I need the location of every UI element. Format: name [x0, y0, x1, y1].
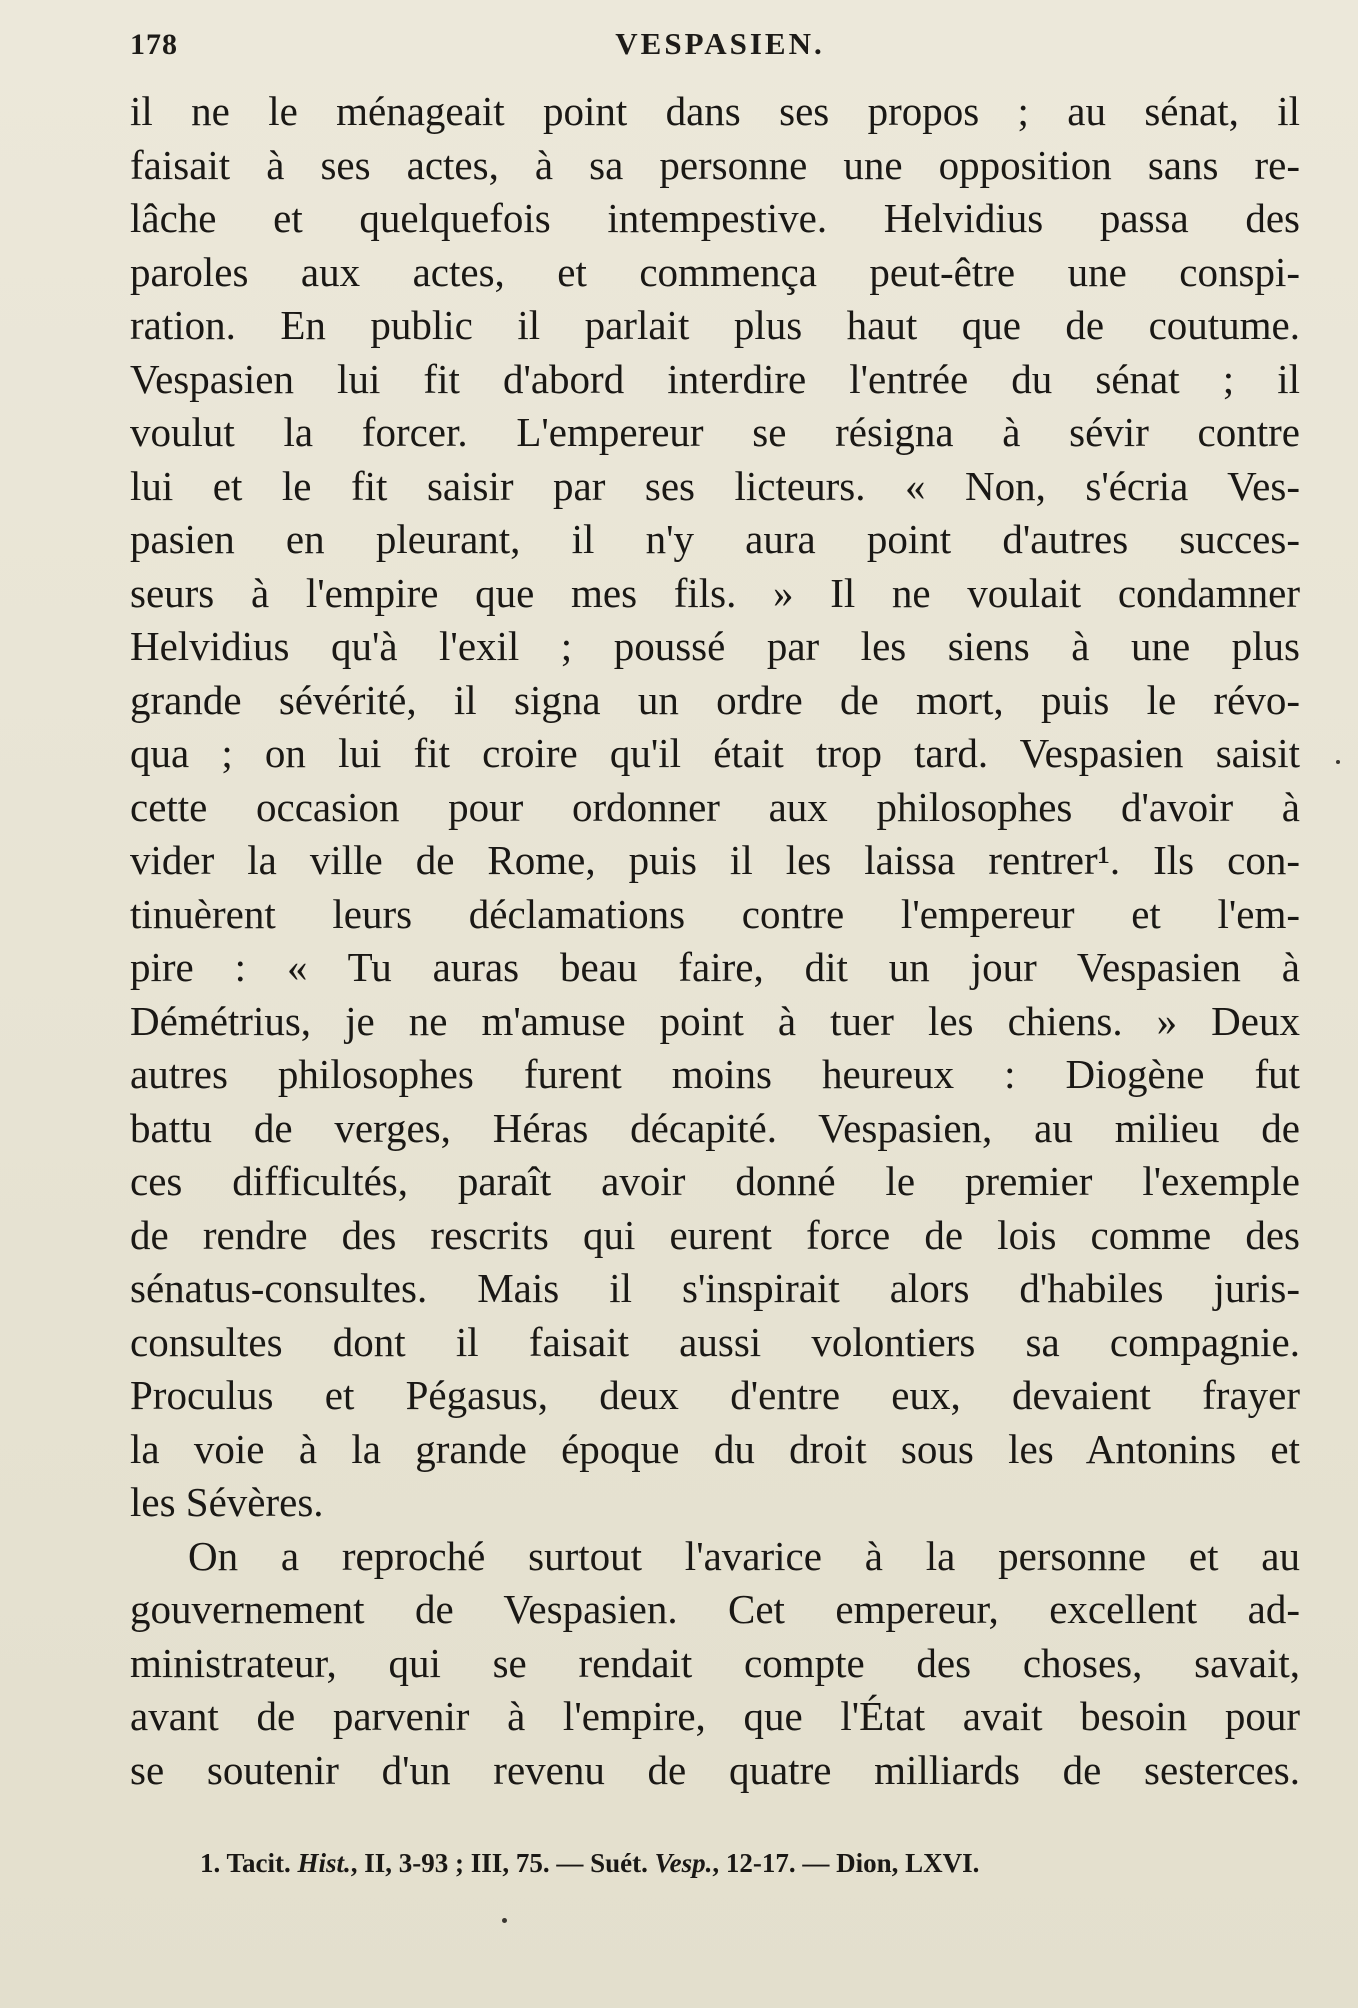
text-line: pire : « Tu auras beau faire, dit un jour Vespasien à	[130, 944, 1300, 990]
text-line: autres philosophes furent moins heureux : Diogène fut	[130, 1051, 1300, 1097]
text-line: il ne le ménageait point dans ses propos ; au sénat, il	[130, 88, 1300, 134]
page-number: 178	[130, 28, 178, 61]
paper-speck	[1336, 760, 1340, 764]
text-line: pasien en pleurant, il n'y aura point d'autres succes-	[130, 516, 1300, 562]
text-line: de rendre des rescrits qui eurent force de lois comme des	[130, 1211, 1300, 1258]
text-line: avant de parvenir à l'empire, que l'État avait besoin pour	[130, 1693, 1300, 1739]
text-line: grande sévérité, il signa un ordre de mort, puis le révo-	[130, 676, 1300, 723]
footnote-reference: , II, 3-93 ; III, 75. — Suét.	[350, 1848, 648, 1878]
running-title: VESPASIEN.	[615, 26, 825, 61]
text-line: faisait à ses actes, à sa personne une opposition sans re-	[130, 141, 1300, 188]
text-line: se soutenir d'un revenu de quatre milliards de sesterces.	[130, 1746, 1300, 1793]
text-line: consultes dont il faisait aussi volontiers sa compagnie.	[130, 1318, 1300, 1365]
footnote-work-title: Hist.	[297, 1848, 351, 1878]
text-line: sénatus-consultes. Mais il s'inspirait alors d'habiles juris-	[130, 1265, 1300, 1311]
text-line: lâche et quelquefois intempestive. Helvidius passa des	[130, 195, 1300, 241]
text-line: paroles aux actes, et commença peut-être une conspi-	[130, 248, 1300, 295]
text-line: Vespasien lui fit d'abord interdire l'entrée du sénat ; il	[130, 355, 1300, 402]
text-line: Helvidius qu'à l'exil ; poussé par les siens à une plus	[130, 623, 1300, 669]
text-line: gouvernement de Vespasien. Cet empereur, excellent ad-	[130, 1586, 1300, 1632]
footnote-number: 1.	[200, 1848, 221, 1878]
text-line: Proculus et Pégasus, deux d'entre eux, devaient frayer	[130, 1372, 1300, 1418]
body-text	[130, 85, 1300, 1797]
paper-speck	[502, 1918, 507, 1923]
text-line: vider la ville de Rome, puis il les laissa rentrer¹. Ils con-	[130, 837, 1300, 883]
paragraph-start-line: On a reproché surtout l'avarice à la personne et au	[188, 1532, 1300, 1579]
text-line: ces difficultés, paraît avoir donné le premier l'exemple	[130, 1158, 1300, 1204]
text-line: cette occasion pour ordonner aux philosophes d'avoir à	[130, 783, 1300, 830]
footnote	[200, 1848, 1300, 1879]
text-line: ration. En public il parlait plus haut que de coutume.	[130, 302, 1300, 348]
text-line: Démétrius, je ne m'amuse point à tuer les chiens. » Deux	[130, 997, 1300, 1044]
footnote-author: Tacit.	[226, 1848, 291, 1878]
text-line: lui et le fit saisir par ses licteurs. « Non, s'écria Ves-	[130, 462, 1300, 509]
page-header	[130, 22, 1300, 72]
text-line: seurs à l'empire que mes fils. » Il ne voulait condamner	[130, 569, 1300, 616]
footnote-work-title: Vesp.	[654, 1848, 713, 1878]
text-line: voulut la forcer. L'empereur se résigna à sévir contre	[130, 409, 1300, 455]
text-line: tinuèrent leurs déclamations contre l'empereur et l'em-	[130, 890, 1300, 937]
text-line: qua ; on lui fit croire qu'il était trop tard. Vespasien saisit	[130, 730, 1300, 776]
text-line: ministrateur, qui se rendait compte des choses, savait,	[130, 1639, 1300, 1686]
paragraph-end-line: les Sévères.	[130, 1479, 324, 1525]
text-line: battu de verges, Héras décapité. Vespasien, au milieu de	[130, 1104, 1300, 1151]
footnote-reference: , 12-17. — Dion, LXVI.	[712, 1848, 980, 1878]
text-line: la voie à la grande époque du droit sous les Antonins et	[130, 1425, 1300, 1472]
